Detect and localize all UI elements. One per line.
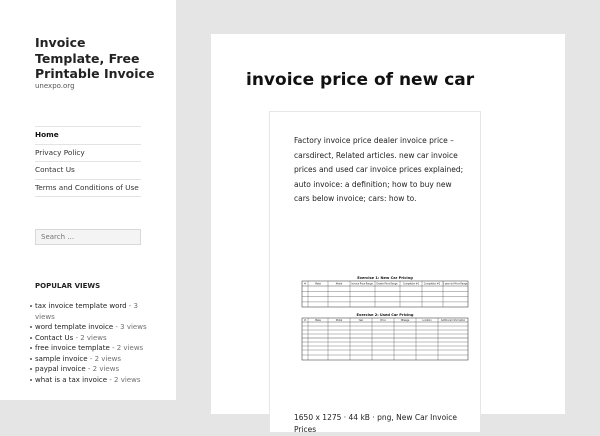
nav-item-terms[interactable]: Terms and Conditions of Use bbox=[35, 180, 141, 198]
popular-link[interactable]: what is a tax invoice bbox=[35, 375, 108, 384]
list-item bbox=[35, 364, 153, 375]
sidebar bbox=[0, 0, 176, 400]
main-navigation bbox=[35, 126, 141, 197]
nav-item-contact-us[interactable]: Contact Us bbox=[35, 162, 141, 180]
table2-title: Exercise 2: Used Car Pricing bbox=[356, 313, 414, 317]
popular-views-list bbox=[35, 301, 153, 385]
view-count: - 2 views bbox=[107, 375, 141, 384]
main-content bbox=[211, 34, 565, 434]
popular-link[interactable]: Contact Us bbox=[35, 333, 74, 342]
list-item bbox=[35, 301, 153, 322]
table2-header: Year bbox=[358, 318, 364, 322]
table1-header: 5 year old Price Range bbox=[442, 282, 468, 286]
list-item bbox=[35, 375, 153, 386]
page-title: invoice price of new car bbox=[246, 70, 475, 90]
nav-item-privacy-policy[interactable]: Privacy Policy bbox=[35, 145, 141, 163]
table1-header: Competitor #1 bbox=[402, 282, 420, 286]
popular-link[interactable]: paypal invoice bbox=[35, 365, 86, 373]
table1-header: # bbox=[304, 282, 306, 286]
popular-link[interactable]: tax invoice template word bbox=[35, 302, 127, 310]
list-item bbox=[35, 343, 153, 354]
table2-header: Price bbox=[380, 318, 386, 322]
image-caption: 1650 x 1275 · 44 kB · png, New Car Invoice Prices bbox=[294, 413, 458, 434]
post-excerpt: Factory invoice price dealer invoice price – carsdirect, Related articles. new car invoice prices and used car invoice prices explained; auto invoice: a definition; how to buy new cars below invoice; cars: how to. bbox=[294, 136, 464, 203]
popular-link[interactable]: sample invoice bbox=[35, 354, 88, 363]
table1-header: Competitor #2 bbox=[423, 282, 441, 286]
view-count: - 2 views bbox=[87, 354, 122, 363]
site-title[interactable]: Invoice Template, Free Printable Invoice bbox=[35, 35, 155, 81]
pricing-table-new bbox=[302, 276, 468, 307]
table1-header: Dealer Price Range bbox=[376, 282, 398, 286]
list-item bbox=[35, 333, 153, 344]
search-input[interactable] bbox=[35, 229, 141, 245]
table2-header: Make bbox=[315, 318, 321, 322]
list-item bbox=[35, 354, 153, 365]
table2-header: Additional Information bbox=[440, 318, 466, 322]
popular-views-heading: POPULAR VIEWS bbox=[35, 282, 101, 290]
table2-header: # bbox=[304, 318, 306, 322]
table1-title: Exercise 1: New Car Pricing bbox=[357, 276, 413, 280]
table1-header: Make bbox=[315, 282, 321, 286]
invoice-pricing-image[interactable] bbox=[300, 272, 470, 367]
table2-header: Mileage bbox=[400, 318, 410, 322]
view-count: - 2 views bbox=[109, 344, 144, 352]
popular-link[interactable]: word template invoice bbox=[35, 323, 114, 331]
pricing-worksheet-image bbox=[300, 272, 470, 367]
pricing-table-used bbox=[302, 313, 468, 360]
nav-item-home[interactable]: Home bbox=[35, 127, 141, 145]
view-count: - 2 views bbox=[85, 365, 120, 373]
table2-header: Location bbox=[422, 318, 432, 322]
view-count: - 2 views bbox=[73, 333, 107, 342]
table2-header: Model bbox=[335, 318, 343, 322]
table1-header: Model bbox=[335, 282, 343, 286]
popular-link[interactable]: free invoice template bbox=[35, 344, 110, 352]
site-description: unexpo.org bbox=[35, 82, 75, 90]
list-item bbox=[35, 322, 153, 333]
view-count: - 3 views bbox=[35, 302, 139, 321]
table1-header: Invoice Price Range bbox=[351, 282, 373, 286]
view-count: - 3 views bbox=[113, 323, 147, 331]
attachment-card bbox=[269, 111, 481, 433]
